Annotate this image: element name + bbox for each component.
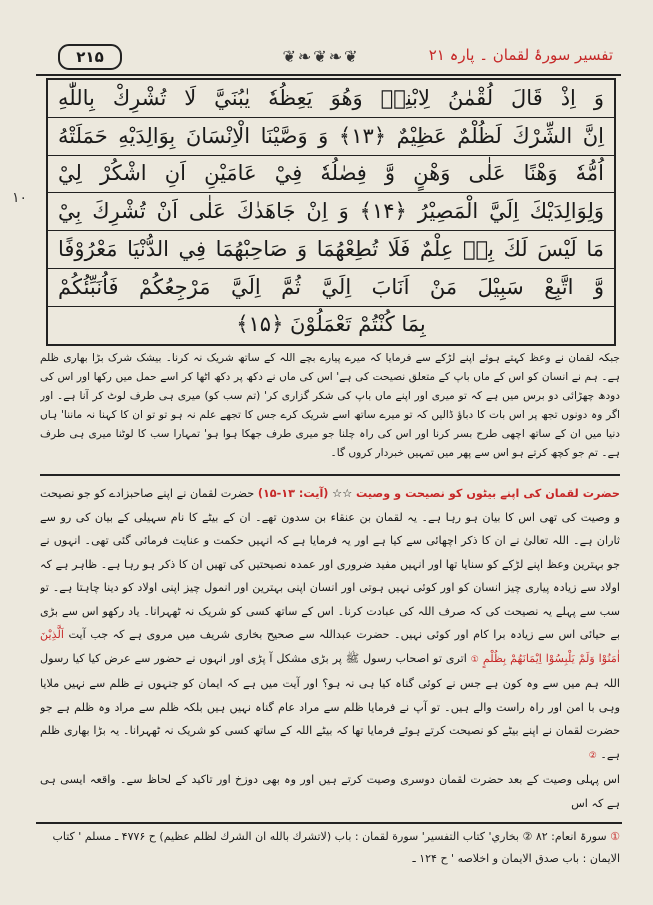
verse-line: اِنَّ الشِّرْكَ لَظُلْمٌ عَظِيْمٌ ﴿۱۳﴾ وَ وَصَّيْنَا الْاِنْسَانَ بِوَالِدَيْهِ حَمَلَتْهُ (48, 118, 614, 156)
margin-marker-text: ۱۰ (12, 190, 28, 206)
verse-line: اُمُّهٗ وَهْنًا عَلٰى وَهْنٍ وَّ فِصٰلُهٗ فِيْ عَامَيْنِ اَنِ اشْكُرْ لِيْ (48, 155, 614, 193)
verse-line: مَا لَيْسَ لَكَ بِهٖ عِلْمٌ فَلَا تُطِعْهُمَا وَ صَاحِبْهُمَا فِي الدُّنْيَا مَعْرُوْفًا (48, 231, 614, 269)
verse-line: وَلِوَالِدَيْكَ اِلَيَّ الْمَصِيْرُ ﴿۱۴﴾ وَ اِنْ جَاهَدٰكَ عَلٰى اَنْ تُشْرِكَ بِيْ (48, 193, 614, 231)
ayah-reference: (آیت: ۱۳-۱۵) (257, 487, 329, 500)
footnote-text: الايمان : باب صدق الايمان و اخلاصه ' ح ۱۲۴ ـ (412, 852, 620, 865)
footnote-divider (36, 822, 622, 824)
commentary-paragraph: اس پہلی وصیت کے بعد حضرت لقمان دوسری وصیت کرتے ہیں اور وہ بھی دوزخ اور تاکید کے لحاظ سے۔ واقعہ ایسی ہی ہے کہ اس (40, 773, 620, 810)
footnote-ref: ② (588, 750, 597, 761)
verse-line: وَّ اتَّبِعْ سَبِيْلَ مَنْ اَنَابَ اِلَيَّ ثُمَّ اِلَيَّ مَرْجِعُكُمْ فَاُنَبِّئُكُمْ (48, 269, 614, 307)
commentary-paragraph: حضرت لقمان نے اپنے صاحبزادے کو جو نصیحت و وصیت کی تھی اس کا بیان ہو رہا ہے۔ یہ لقمان بن عنقاء بن سدون تھے۔ ان کے بیٹے کا نام سہیلی کے بیان کی رو سے ثاران ہے۔ اللہ تعالیٰ نے ان کا ذکر اچھائی سے کیا ہے اور یہ فرمایا ہے کہ انہیں حکمت و عنایت فرمائی گئی تھی۔ انہوں نے جو بہترین وعظ اپنے لڑکے کو سنایا تھا اور انہیں مفید ضروری اور عمدہ نصیحتیں کی تھیں ان کا ذکر ہو رہا ہے۔ ظاہر ہے کہ اولاد سے زیادہ پیاری چیز انسان کو اور کوئی نہیں ہوتی اور انسان اپنی بہترین اور انمول چیز اپنی اولاد کو دینا چاہتا ہے۔ تو سب سے پہلے یہ نصیحت کی کہ صرف اللہ کی عبادت کرنا۔ اس کے ساتھ کسی کو شریک نہ ٹھہرانا۔ یاد رکھو اس سے بڑی بے حیائی اس سے زیادہ برا کام اور کوئی نہیں۔ حضرت عبداللہ سے صحیح بخاری شریف میں مروی ہے کہ جب آیت (40, 487, 620, 641)
ornament-icon: ❦❧❦❧❦ (282, 47, 360, 66)
footnotes (40, 826, 620, 870)
commentary-text (40, 482, 620, 822)
header-divider (36, 74, 621, 76)
footnote-row (40, 826, 620, 848)
verse-line: بِمَا كُنْتُمْ تَعْمَلُوْنَ ﴿۱۵﴾ (236, 312, 426, 337)
verse-quote: اَلَّذِيْنَ اٰمَنُوْا وَلَمْ يَلْبِسُوْا اِيْمَانَهُمْ بِظُلْمٍ (40, 628, 620, 665)
star-icon: ☆☆ (328, 487, 353, 500)
section-divider (40, 474, 620, 476)
footnote-text: سورۃ انعام: ۸۲ ② بخاري' كتاب التفسير' سورة لقمان : باب (لاتشرك بالله ان الشرك لظلم عظيم) ح ۴۷۷۶ ـ مسلم ' كتاب (52, 830, 607, 843)
urdu-translation: جبکہ لقمان نے وعظ کہتے ہوئے اپنے لڑکے سے فرمایا کہ میرے پیارے بچے اللہ کے ساتھ شریک نہ کرنا۔ بیشک شرک بڑا بھاری ظلم ہے۔ ہم نے انسان کو اس کے ماں باپ کے متعلق نصیحت کی ہے' اس کی ماں نے دکھ پر دکھ اٹھا کر اسے حمل میں رکھا اور اس کی دودھ چھڑائی دو برس میں ہے کہ تو میری اور اپنے ماں باپ کی شکر گزاری کر' (تم سب کو) میری ہی طرف لوٹ کر آنا ہے۔ اور اگر وہ دونوں تجھ پر اس بات کا دباؤ ڈالیں کہ تو میرے ساتھ اسے شریک کرے جس کا تجھے علم نہ ہو تو تو ان کا کہنا نہ ماننا' ہاں دنیا میں ان کے ساتھ اچھی طرح بسر کرنا اور اس کی راہ چلنا جو میری طرف جھکا ہوا ہو' تمہارا سب کا لوٹنا میری ہی طرف ہے۔ تم جو کچھ کرتے ہو اس سے پھر میں تمہیں خبردار کروں گا۔ (40, 352, 620, 459)
verse-line: وَ اِذْ قَالَ لُقْمٰنُ لِابْنِهٖ وَهُوَ يَعِظُهٗ يٰبُنَيَّ لَا تُشْرِكْ بِاللّٰهِ (48, 80, 614, 118)
footnote-row (40, 848, 620, 870)
header-title: تفسیر سورۂ لقمان ۔ پارہ ۲۱ (428, 46, 613, 64)
quran-verse-box (46, 78, 616, 346)
page-header (36, 40, 621, 76)
footnote-number: ① (610, 830, 620, 843)
commentary-paragraph: اتری تو اصحاب رسول ﷺ پر بڑی مشکل آ پڑی اور انہوں نے حضور سے عرض کیا کیا رسول اللہ ہم میں سے وہ کون ہے جس نے کوئی گناہ کیا ہی نہ ہو؟ اور آیت میں ہے کہ ایمان کو جنہوں نے ظلم سے نہیں ملایا وہی با امن اور راہ راست والے ہیں۔ تو آپ نے فرمایا ظلم سے مراد عام گناہ نہیں ہیں بلکہ ظلم سے مراد وہ ظلم ہے جو حضرت لقمان نے اپنے بیٹے کو نصیحت کرتے ہوئے فرمایا تھا کہ بیٹے اللہ کے ساتھ کسی کو شریک نہ ٹھہرانا۔ یہ بڑا بھاری ظلم ہے۔ (40, 651, 620, 761)
margin-marker-icon (12, 190, 30, 206)
commentary-heading: حضرت لقمان کی اپنے بیٹوں کو نصیحت و وصیت (356, 487, 620, 500)
footnote-ref: ① (470, 654, 480, 665)
page-number: ۲۱۵ (58, 44, 122, 70)
